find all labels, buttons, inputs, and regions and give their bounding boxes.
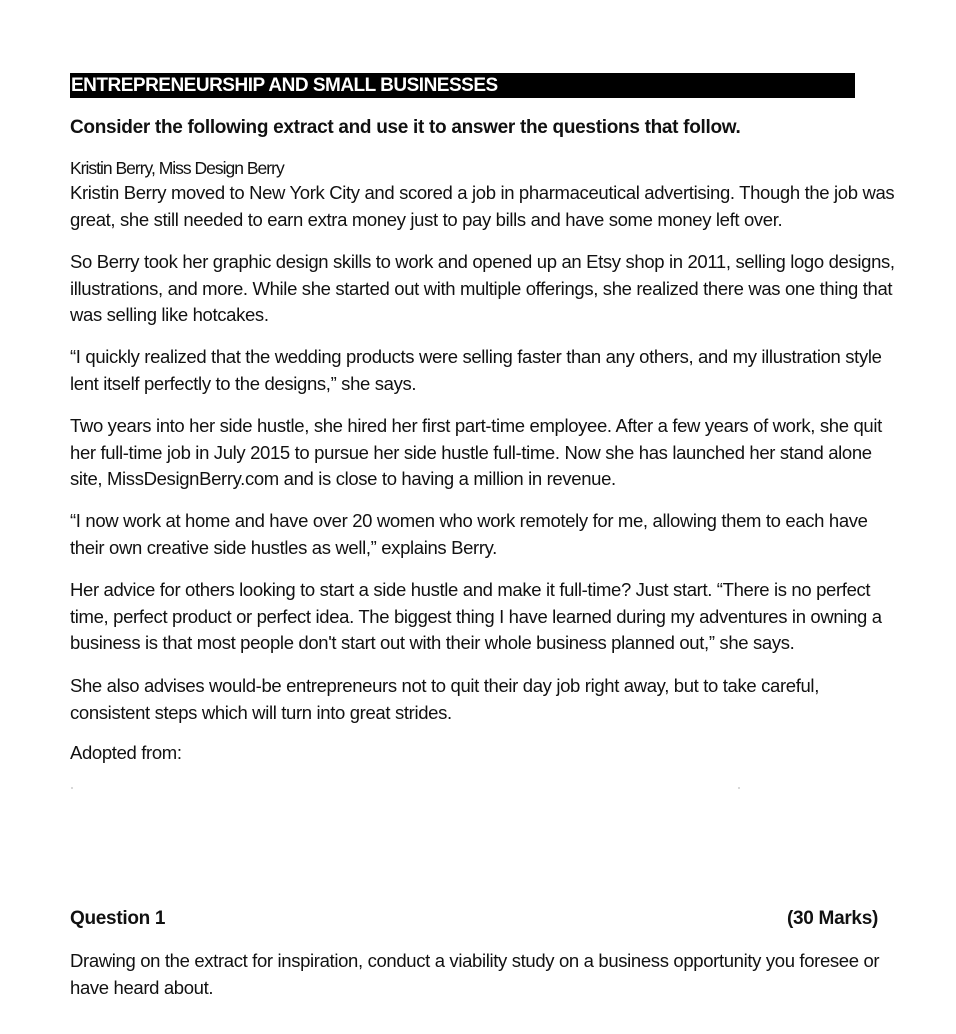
source-label: Adopted from: <box>70 742 182 763</box>
paragraph-3: “I quickly realized that the wedding products were selling faster than any others, and my illustration style lent itself perfectly to the designs,” she says. <box>70 346 882 394</box>
question-header <box>70 906 878 932</box>
faint-mark <box>738 787 740 789</box>
question-title: Question 1 <box>70 908 166 929</box>
paragraph-6: Her advice for others looking to start a side hustle and make it full-time? Just start. “There is no perfect time, perfect product or perfect idea. The biggest thing I have learned during my adventures in owning a business is that most people don't start out with their whole business planned out,” she says. <box>70 579 882 653</box>
question-text: Drawing on the extract for inspiration, conduct a viability study on a business opportunity you foresee or have heard about. <box>70 950 880 998</box>
article-byline: Kristin Berry, Miss Design Berry <box>70 158 284 178</box>
section-heading: ENTREPRENEURSHIP AND SMALL BUSINESSES <box>70 73 855 98</box>
paragraph-1: Kristin Berry moved to New York City and scored a job in pharmaceutical advertising. Though the job was great, she still needed to earn extra money just to pay bills and have some money left over. <box>70 182 895 230</box>
paragraph-2: So Berry took her graphic design skills to work and opened up an Etsy shop in 2011, selling logo designs, illustrations, and more. While she started out with multiple offerings, she realized there was one thing that was selling like hotcakes. <box>70 251 895 325</box>
faint-mark <box>71 787 73 789</box>
paragraph-5: “I now work at home and have over 20 women who work remotely for me, allowing them to each have their own creative side hustles as well,” explains Berry. <box>70 510 868 558</box>
question-marks: (30 Marks) <box>787 908 878 929</box>
paragraph-4: Two years into her side hustle, she hired her first part-time employee. After a few years of work, she quit her full-time job in July 2015 to pursue her side hustle full-time. Now she has launched her stand alone site, MissDesignBerry.com and is close to having a million in revenue. <box>70 415 882 489</box>
instruction-text: Consider the following extract and use it to answer the questions that follow. <box>70 117 741 138</box>
paragraph-7: She also advises would-be entrepreneurs not to quit their day job right away, but to take careful, consistent steps which will turn into great strides. <box>70 675 819 723</box>
